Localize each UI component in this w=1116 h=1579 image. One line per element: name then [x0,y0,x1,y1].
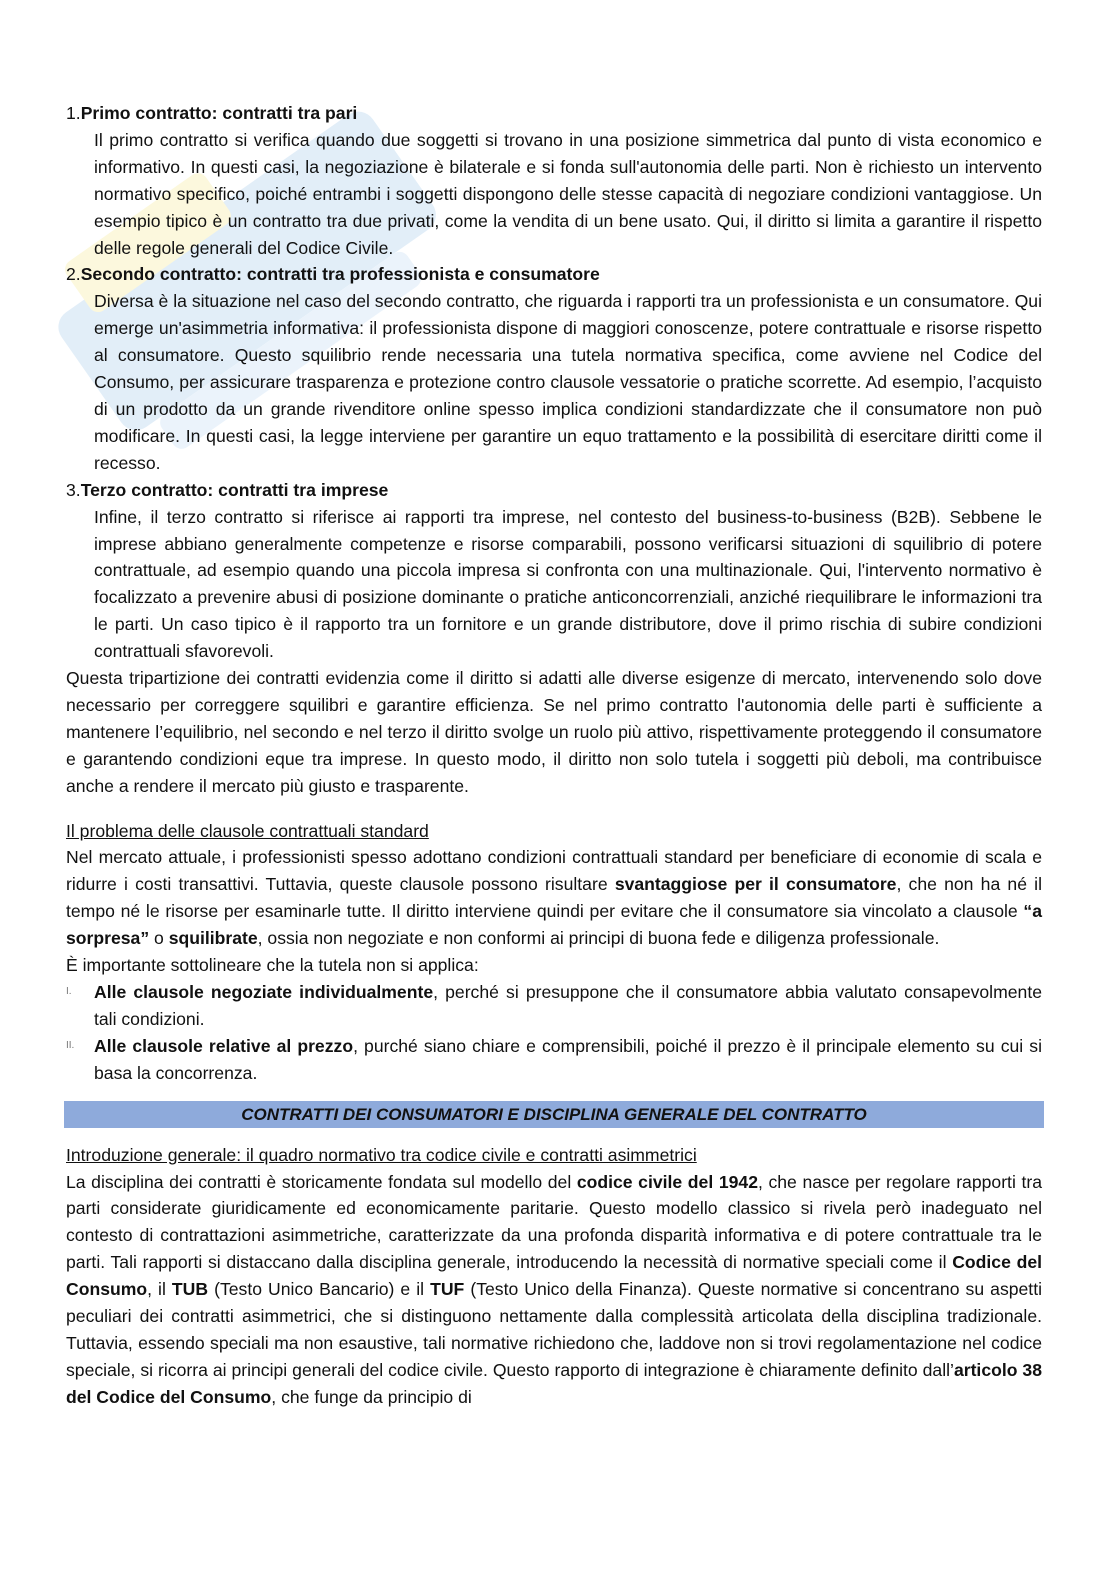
section-text-2: Diversa è la situazione nel caso del secondo contratto, che riguarda i rapporti tra un professionista e un consumatore. Qui emerge un'asimmetria informativa: il professionista dispone di maggiori conoscenze, potere contrattuale e risorse rispetto al consumatore. Questo squilibrio rende necessaria una tutela normativa specifica, come avviene nel Codice del Consumo, per assicurare trasparenza e protezione contro clausole vessatorie o pratiche scorrette. Ad esempio, l’acquisto di un prodotto da un grande rivenditore online spesso implica condizioni standardizzate che il consumatore non può modificare. In questi casi, la legge interviene per garantire un equo trattamento e la possibilità di esercitare diritti come il recesso. [94,291,1042,473]
clausole-title: Il problema delle clausole contrattuali standard [66,820,429,841]
section-text-3: Infine, il terzo contratto si riferisce ai rapporti tra imprese, nel contesto del business-to-business (B2B). Sebbene le imprese abbiano generalmente competenze e risorse comparabili, possono verificarsi situazioni di squilibrio di potere contrattuale, ad esempio quando una piccola impresa si confronta con una multinazionale. Qui, l'intervento normativo è focalizzato a prevenire abusi di posizione dominante o pratiche anticoncorrenziali, anziché riequilibrare le informazioni tra le parti. Un caso tipico è il rapporto tra un fornitore e un grande distributore, dove il primo rischia di subire condizioni contrattuali sfavorevoli. [94,506,1042,662]
section-band-title: CONTRATTI DEI CONSUMATORI E DISCIPLINA GENERALE DEL CONTRATTO [64,1101,1044,1128]
summary-paragraph: Questa tripartizione dei contratti evidenzia come il diritto si adatti alle diverse esigenze di mercato, intervenendo solo dove necessario per correggere squilibri e garantire efficienza. Se nel primo contratto l'autonomia delle parti è sufficiente a mantenere l’equilibrio, nel secondo e nel terzo il diritto svolge un ruolo più attivo, rispettivamente proteggendo il consumatore e garantendo condizioni eque tra imprese. In questo modo, il diritto non solo tutela i soggetti più deboli, ma contribuisce anche a rendere il mercato più giusto e trasparente. [66,668,1042,796]
document-page [66,100,1042,1411]
clausole-paragraph: Nel mercato attuale, i professionisti spesso adottano condizioni contrattuali standard per beneficiare di economie di scala e ridurre i costi transattivi. Tuttavia, queste clausole possono risultare svantaggiose per il consumatore, che non ha né il tempo né le risorse per esaminarle tutte. Il diritto interviene quindi per evitare che il consumatore sia vincolato a clausole “a sorpresa” o squilibrate, ossia non negoziate e non conformi ai principi di buona fede e diligenza professionale. [66,847,1042,949]
intro-paragraph: La disciplina dei contratti è storicamente fondata sul modello del codice civile del 1942, che nasce per regolare rapporti tra parti considerate giuridicamente ed economicamente paritarie. Questo modello classico si rivela però inadeguato nel contesto di contrattazioni asimmetriche, caratterizzate da una profonda disparità informativa e di potere contrattuale tra le parti. Tali rapporti si distaccano dalla disciplina generale, introducendo la necessità di normative speciali come il Codice del Consumo, il TUB (Testo Unico Bancario) e il TUF (Testo Unico della Finanza). Queste normative si concentrano su aspetti peculiari dei contratti asimmetrici, che si distinguono nettamente dalla complessità articolata della disciplina tradizionale. Tuttavia, essendo speciali ma non esaustive, tali normative richiedono che, laddove non si trovi regolamentazione nel codice speciale, si ricorra ai principi generali del codice civile. Questo rapporto di integrazione è chiaramente definito dall’articolo 38 del Codice del Consumo, che funge da principio di [66,1171,1042,1407]
list-item: I. Alle clausole negoziate individualmente, perché si presuppone che il consumatore abbia valutato consapevolmente tali condizioni. [66,982,1042,1029]
section-text-1: Il primo contratto si verifica quando due soggetti si trovano in una posizione simmetrica dal punto di vista economico e informativo. In questi casi, la negoziazione è bilaterale e si fonda sull'autonomia delle parti. Non è richiesto un intervento normativo specifico, poiché entrambi i soggetti dispongono delle stesse capacità di negoziare condizioni vantaggiose. Un esempio tipico è un contratto tra due privati, come la vendita di un bene usato. Qui, il diritto si limita a garantire il rispetto delle regole generali del Codice Civile. [94,129,1042,258]
clausole-note: È importante sottolineare che la tutela non si applica: [66,955,479,976]
exclusion-list [66,979,1042,1087]
intro-title: Introduzione generale: il quadro normativo tra codice civile e contratti asimmetrici [66,1144,697,1165]
section-heading-2: 2.Secondo contratto: contratti tra professionista e consumatore [66,264,600,285]
list-item: II. Alle clausole relative al prezzo, purché siano chiare e comprensibili, poiché il prezzo è il principale elemento su cui si basa la concorrenza. [66,1035,1042,1083]
section-heading-3: 3.Terzo contratto: contratti tra imprese [66,479,389,500]
section-heading-1: 1.Primo contratto: contratti tra pari [66,103,358,123]
